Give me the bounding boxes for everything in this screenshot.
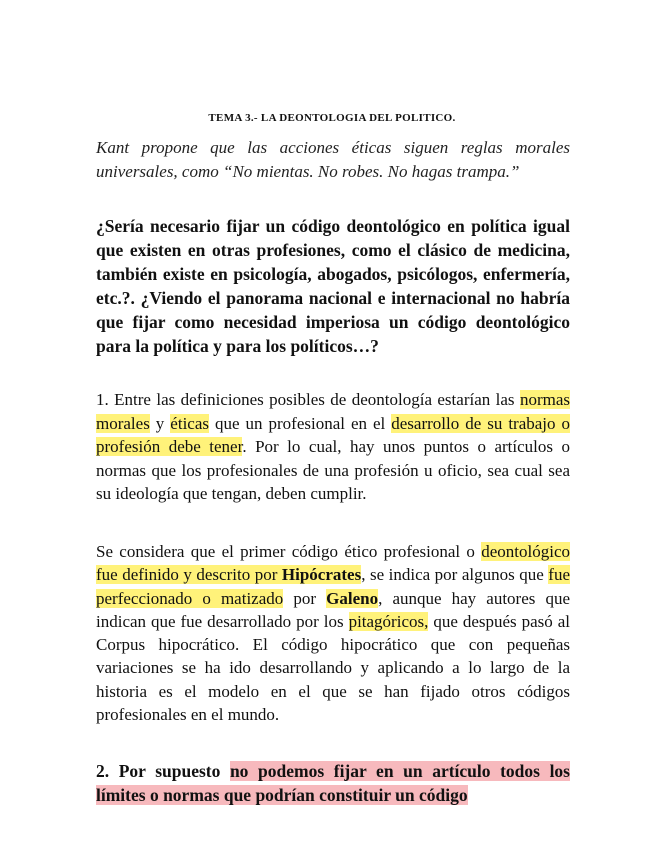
kant-quote: Kant propone que las acciones éticas siguen reglas morales universales, como “No mientas. No robes. No hagas trampa.” (96, 138, 570, 181)
deontology-question: ¿Sería necesario fijar un código deontológico en política igual que existen en otras profesiones, como el clásico de medicina, también existe en psicología, abogados, psicólogos, enfermería, etc.?. ¿Viendo el panorama nacional e internacional no habría que fijar como necesidad imperiosa un código deontológico para la política y para los políticos…? (96, 216, 570, 356)
p2-text-b: , se indica por algunos que (361, 565, 549, 585)
paragraph-1 (96, 388, 570, 506)
p2-text-d: , aunque hay autores que indican que fue desarrollado por los (96, 588, 570, 631)
p3-text-a: 2. Por supuesto (96, 761, 230, 781)
p2-text-a: Se considera que el primer código ético profesional o (96, 542, 482, 561)
p1-text-b: y (149, 413, 171, 433)
p1-highlight-normas: normas morales (96, 390, 570, 433)
p1-text-c: que un profesional en el (209, 413, 392, 433)
p1-highlight-desarrollo: desarrollo de su trabajo o profesión debe tener (96, 413, 570, 456)
p2-highlight-galeno: Galeno (326, 588, 379, 608)
p2-highlight-hipocrates: Hipócrates (281, 565, 362, 585)
p3-highlight-limites: no podemos fijar en un artículo todos los límites o normas que podrían constituir un código (96, 761, 570, 805)
p2-text-c: por (283, 588, 327, 608)
p1-highlight-eticas: éticas (170, 413, 209, 433)
paragraph-2 (96, 540, 570, 726)
document-title: TEMA 3.- LA DEONTOLOGIA DEL POLITICO. (208, 112, 456, 124)
p2-highlight-pitagoricos: pitagóricos, (348, 611, 429, 631)
p2-text-e: que después pasó al Corpus hipocrático. El código hipocrático que con pequeñas variaciones se ha ido desarrollando y aplicando a lo largo de la historia es el modelo en el que se han fijado otros códigos profesionales en el mundo. (96, 611, 570, 725)
p1-text-d: . Por lo cual, hay unos puntos o artículos o normas que los profesionales de una profesión u oficio, sea cual sea su ideología que tengan, deben cumplir. (96, 437, 570, 503)
p2-highlight-perfeccionado: fue perfeccionado o matizado (96, 565, 570, 608)
p2-highlight-definido: deontológico fue definido y descrito por (96, 542, 570, 585)
paragraph-3 (96, 759, 570, 807)
p1-text-a: 1. Entre las definiciones posibles de deontología estarían las (96, 390, 520, 409)
